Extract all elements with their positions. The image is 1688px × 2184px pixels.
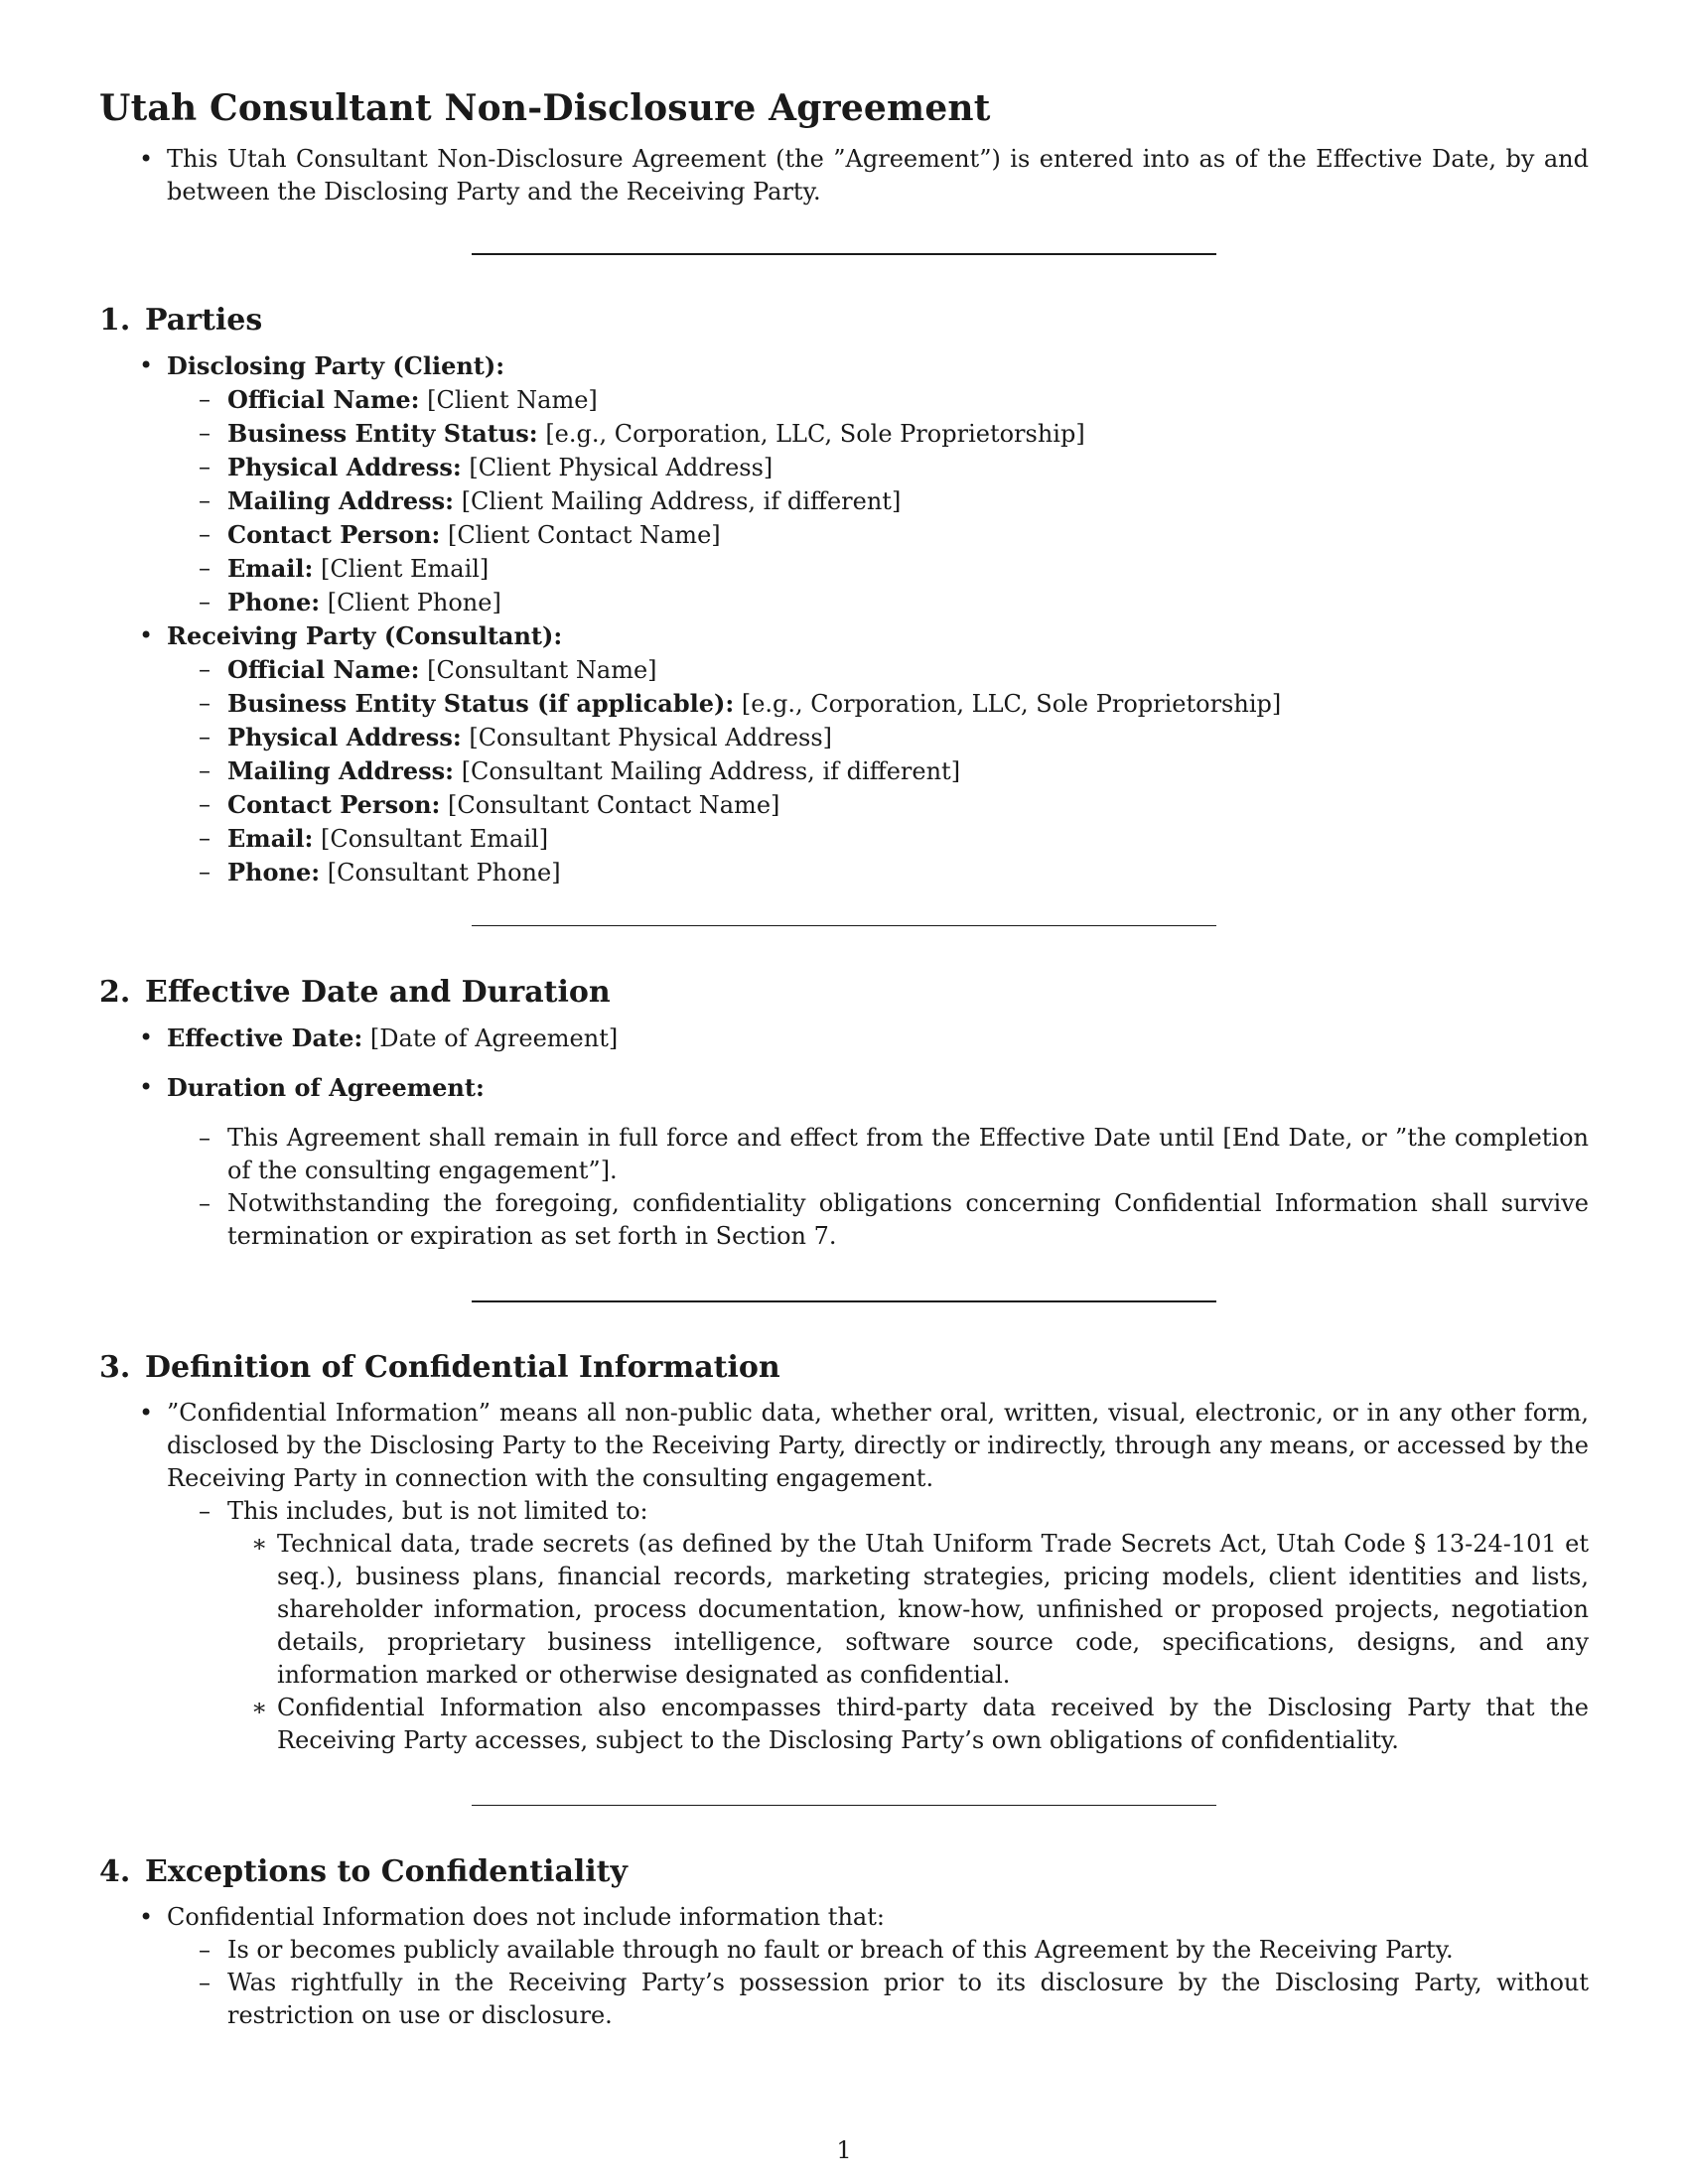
field-value: [Consultant Contact Name] [448,791,780,819]
field-value: [e.g., Corporation, LLC, Sole Proprietorship] [545,420,1085,448]
section-1-heading [99,303,1589,338]
field-label: Phone: [227,588,321,616]
field-label: Physical Address: [227,723,462,751]
confidential-info-list [99,1397,1589,1757]
field-value: [e.g., Corporation, LLC, Sole Proprietorship] [741,690,1282,718]
section-parties [99,303,1589,889]
client-field [167,417,1589,451]
section-2-heading [99,975,1589,1010]
definition-text: ”Confidential Information” means all non-public data, whether oral, written, visual, electronic, or in any other form, disclosed by the Disclosing Party to the Receiving Party, directly or indirectly, through any means, or accessed by the Receiving Party in connection with the consulting engagement. [167,1399,1589,1492]
section-4-title: Exceptions to Confidentiality [145,1854,628,1889]
client-field [167,518,1589,552]
field-label: Contact Person: [227,790,441,819]
client-heading: Disclosing Party (Client): [167,351,505,380]
field-value: [Consultant Phone] [327,859,561,887]
client-fields [167,383,1589,619]
exceptions-item [99,1901,1589,2032]
includes-list [167,1495,1589,1757]
section-divider [472,925,1216,926]
consultant-field [167,822,1589,856]
field-value: [Client Phone] [327,589,501,616]
duration-item [99,1071,1589,1253]
section-exceptions [99,1854,1589,2032]
includes-item [167,1495,1589,1757]
field-label: Effective Date: [167,1024,363,1052]
client-field [167,451,1589,484]
consultant-field [167,653,1589,687]
section-1-number: 1. [99,303,131,338]
field-label: Email: [227,824,314,853]
consultant-field [167,856,1589,889]
duration-clause: – Notwithstanding the foregoing, confidentiality obligations concerning Confidential Information shall survive termination or expiration as set forth in Section 7. [167,1187,1589,1253]
section-confidential-info [99,1350,1589,1757]
section-2-title: Effective Date and Duration [145,975,611,1010]
field-label: Physical Address: [227,453,462,481]
intro-list [99,143,1589,208]
field-value: [Client Name] [427,386,598,414]
field-value: [Consultant Mailing Address, if different] [461,757,961,785]
section-3-number: 3. [99,1350,131,1385]
section-2-number: 2. [99,975,131,1010]
field-label: Email: [227,554,314,583]
field-label: Phone: [227,858,321,887]
field-label: Contact Person: [227,520,441,549]
field-value: [Date of Agreement] [369,1024,619,1052]
consultant-field [167,754,1589,788]
client-party-item [99,349,1589,619]
exceptions-list [99,1901,1589,2032]
field-value: [Client Mailing Address, if different] [461,487,902,515]
client-field [167,586,1589,619]
section-divider [472,1805,1216,1806]
section-3-title: Definition of Confidential Information [145,1350,780,1385]
includes-sublist [227,1528,1589,1757]
section-divider [472,1300,1216,1302]
field-label: Business Entity Status: [227,419,538,448]
exception-clause: – Was rightfully in the Receiving Party’s possession prior to its disclosure by the Disclosing Party, without restriction on use or disclosure. [167,1967,1589,2032]
duration-list [167,1122,1589,1253]
exceptions-sublist [167,1934,1589,2032]
exception-clause: – Is or becomes publicly available through no fault or breach of this Agreement by the Receiving Party. [167,1934,1589,1967]
includes-clause: ∗ Technical data, trade secrets (as defined by the Utah Uniform Trade Secrets Act, Utah Code § 13-24-101 et seq.), business plans, financial records, marketing strategies, pricing models, client identities and lists, shareholder information, process documentation, know-how, unfinished or proposed projects, negotiation details, proprietary business intelligence, software source code, specifications, designs, and any information marked or otherwise designated as confidential. [227,1528,1589,1692]
definition-item [99,1397,1589,1757]
field-label: Mailing Address: [227,486,455,515]
section-4-heading [99,1854,1589,1889]
field-value: [Consultant Email] [320,825,549,853]
client-field [167,383,1589,417]
parties-list [99,349,1589,889]
duration-clause: – This Agreement shall remain in full force and effect from the Effective Date until [End Date, or ”the completion of the consulting engagement”]. [167,1122,1589,1187]
document-header [99,87,1589,208]
document-title: Utah Consultant Non-Disclosure Agreement [99,87,991,129]
field-value: [Client Physical Address] [469,454,774,481]
consultant-field [167,788,1589,822]
field-value: [Consultant Physical Address] [469,724,833,751]
field-label: Mailing Address: [227,756,455,785]
section-4-number: 4. [99,1854,131,1889]
section-1-title: Parties [145,303,263,338]
field-label: Official Name: [227,655,420,684]
consultant-fields [167,653,1589,889]
field-label: Business Entity Status (if applicable): [227,689,735,718]
consultant-heading: Receiving Party (Consultant): [167,621,563,650]
exceptions-lead: Confidential Information does not include information that: [167,1903,885,1931]
field-value: [Client Email] [320,555,490,583]
field-value: [Consultant Name] [427,656,657,684]
section-effective-date [99,975,1589,1253]
field-label: Official Name: [227,385,420,414]
effective-date-item [99,1022,1589,1055]
field-value: [Client Contact Name] [448,521,721,549]
includes-clause: ∗ Confidential Information also encompasses third-party data received by the Disclosing Party that the Receiving Party accesses, subject to the Disclosing Party’s own obligations of confidentiality. [227,1692,1589,1757]
section-divider [472,253,1216,255]
intro-paragraph: • This Utah Consultant Non-Disclosure Agreement (the ”Agreement”) is entered into as of the Effective Date, by and between the Disclosing Party and the Receiving Party. [99,143,1589,208]
duration-heading: Duration of Agreement: [167,1073,485,1102]
consultant-field [167,721,1589,754]
page-number: 1 [836,2136,852,2164]
client-field [167,484,1589,518]
includes-text: This includes, but is not limited to: [227,1497,648,1525]
effective-date-list [99,1022,1589,1253]
section-3-heading [99,1350,1589,1385]
consultant-party-item [99,619,1589,889]
consultant-field [167,687,1589,721]
client-field [167,552,1589,586]
